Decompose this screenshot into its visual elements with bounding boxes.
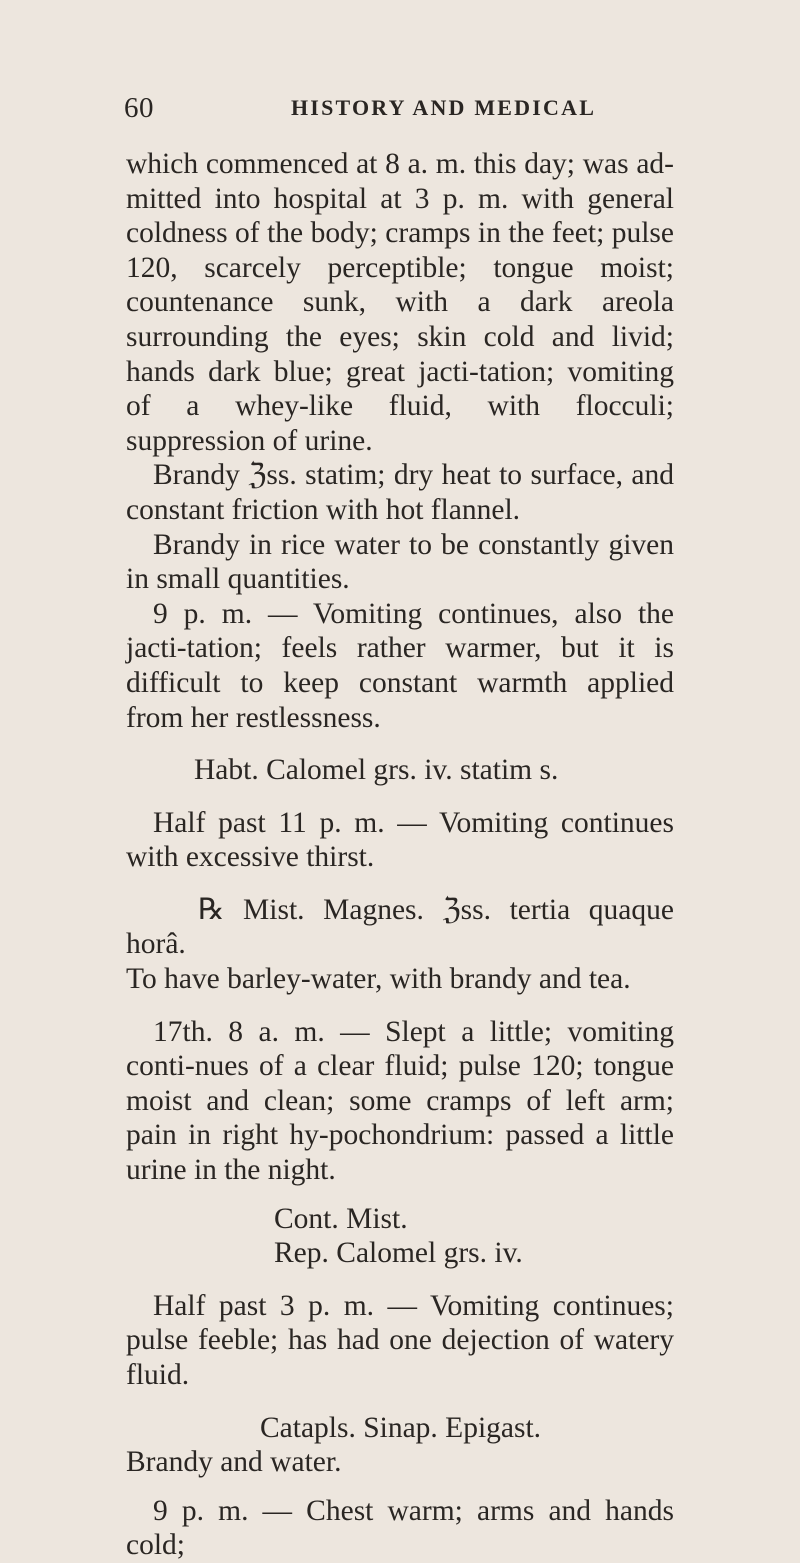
paragraph-half-past-11: Half past 11 p. m. — Vomiting continues with excessive thirst. — [126, 806, 674, 874]
paragraph-brandy-rice-water: Brandy in rice water to be constantly given in small quantities. — [126, 528, 674, 596]
page-body — [126, 147, 674, 1563]
paragraph-barley-water: To have barley-water, with brandy and tea. — [126, 963, 631, 996]
prescription-calomel: Habt. Calomel grs. iv. statim s. — [194, 754, 559, 787]
paragraph-case-description: which commenced at 8 a. m. this day; was ad-mitted into hospital at 3 p. m. with general coldness of the body; cramps in the feet; pulse 120, scarcely perceptible; tongue moist; countenance sunk, with a dark areola surrounding the eyes; skin cold and livid; hands dark blue; great jacti-tation; vomiting of a whey-like fluid, with flocculi; suppression of urine. — [126, 148, 674, 457]
prescription-rep-calomel: Rep. Calomel grs. iv. — [274, 1237, 523, 1270]
running-head: HISTORY AND MEDICAL — [291, 95, 597, 120]
prescription-cont-mist: Cont. Mist. — [274, 1202, 408, 1235]
paragraph-brandy-and-water: Brandy and water. — [126, 1446, 342, 1479]
paragraph-brandy-statim: Brandy ℨss. statim; dry heat to surface, and constant friction with hot flannel. — [126, 459, 674, 526]
paragraph-17th: 17th. 8 a. m. — Slept a little; vomiting conti-nues of a clear fluid; pulse 120; tongue moist and clean; some cramps of left arm; pain in right hy-pochondrium: passed a little urine in the night. — [126, 1015, 674, 1187]
page-number: 60 — [124, 92, 154, 124]
prescription-catapls: Catapls. Sinap. Epigast. — [260, 1411, 542, 1444]
prescription-mist-magnes: ℞ Mist. Magnes. ℨss. tertia quaque horâ. — [126, 893, 674, 961]
paragraph-9pm-chest: 9 p. m. — Chest warm; arms and hands cold; — [126, 1494, 674, 1562]
paragraph-9pm: 9 p. m. — Vomiting continues, also the jacti-tation; feels rather warmer, but it is difficult to keep constant warmth applied from her restlessness. — [126, 597, 674, 734]
page-header — [0, 92, 800, 124]
paragraph-half-past-3: Half past 3 p. m. — Vomiting continues; pulse feeble; has had one dejection of watery fluid. — [126, 1289, 674, 1391]
